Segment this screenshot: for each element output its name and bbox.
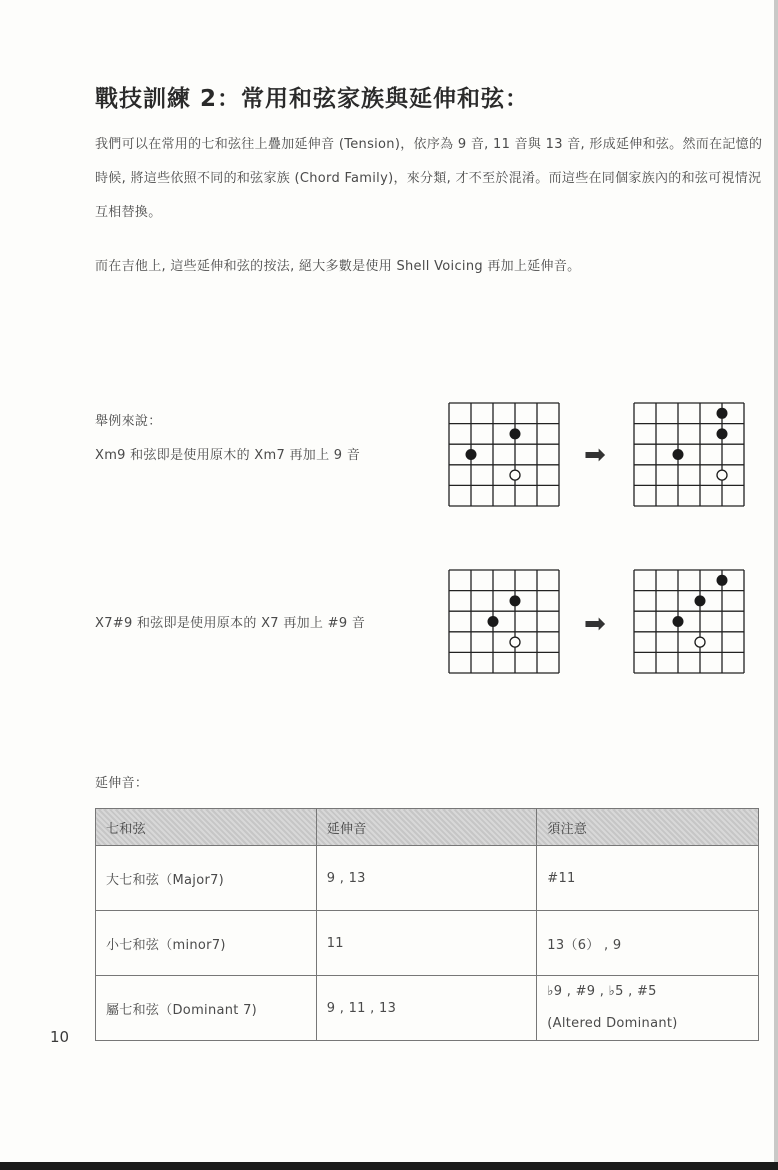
chord-cell: 大七和弦（Major7) (96, 846, 317, 911)
tension-table (95, 808, 759, 1041)
chord-diagram-xm9 (633, 402, 745, 508)
header-caution: 須注意 (537, 809, 759, 846)
finger-dot (466, 449, 477, 460)
caution-line-2: (Altered Dominant) (547, 1016, 678, 1031)
chord-cell: 屬七和弦（Dominant 7) (96, 976, 317, 1041)
finger-dot (510, 595, 521, 606)
page-number: 10 (50, 1028, 70, 1046)
table-header-row (96, 809, 759, 846)
table-row (96, 846, 759, 911)
finger-dot (673, 616, 684, 627)
example-intro: 舉例來說： (95, 414, 162, 429)
chord-diagram-xm7 (448, 402, 560, 508)
header-seventh-chord: 七和弦 (96, 809, 317, 846)
chord-cell: 小七和弦（minor7) (96, 911, 317, 976)
table-row (96, 976, 759, 1041)
caution-cell: #11 (537, 846, 759, 911)
hollow-dot (717, 470, 727, 480)
finger-dot (717, 408, 728, 419)
caution-line-1: ♭9 , #9 , ♭5 , #5 (547, 984, 657, 999)
hollow-dot (510, 470, 520, 480)
header-tensions: 延伸音 (316, 809, 537, 846)
example-x7s9-label: X7#9 和弦即是使用原本的 X7 再加上 #9 音 (95, 616, 366, 631)
caution-cell: 13（6） , 9 (537, 911, 759, 976)
arrow-right-icon: ➡ (584, 440, 606, 470)
tensions-cell: 9 , 11 , 13 (316, 976, 537, 1041)
page-title: 戰技訓練 2：常用和弦家族與延伸和弦： (95, 86, 530, 112)
finger-dot (717, 428, 728, 439)
table-row (96, 911, 759, 976)
hollow-dot (695, 637, 705, 647)
finger-dot (488, 616, 499, 627)
finger-dot (717, 575, 728, 586)
example-xm9-label: Xm9 和弦即是使用原木的 Xm7 再加上 9 音 (95, 448, 361, 463)
finger-dot (673, 449, 684, 460)
finger-dot (695, 595, 706, 606)
tensions-cell: 11 (316, 911, 537, 976)
caution-cell (537, 976, 759, 1041)
table-caption: 延伸音： (95, 776, 149, 791)
guitar-paragraph: 而在吉他上, 這些延伸和弦的按法, 絕大多數是使用 Shell Voicing 再加上延伸音。 (95, 259, 581, 274)
finger-dot (510, 428, 521, 439)
page-bottom-edge (0, 1162, 778, 1170)
page-right-edge (774, 0, 778, 1162)
tensions-cell: 9 , 13 (316, 846, 537, 911)
chord-diagram-x7sharp9 (633, 569, 745, 675)
chord-diagram-x7 (448, 569, 560, 675)
arrow-right-icon: ➡ (584, 609, 606, 639)
intro-paragraph: 我們可以在常用的七和弦往上疊加延伸音 (Tension)，依序為 9 音, 11 音與 13 音, 形成延伸和弦。然而在記憶的時候, 將這些依照不同的和弦家族 (Chord Family)，來分類, 才不至於混淆。而這些在同個家族內的和弦可視情況互相替換。 (95, 137, 763, 220)
hollow-dot (510, 637, 520, 647)
